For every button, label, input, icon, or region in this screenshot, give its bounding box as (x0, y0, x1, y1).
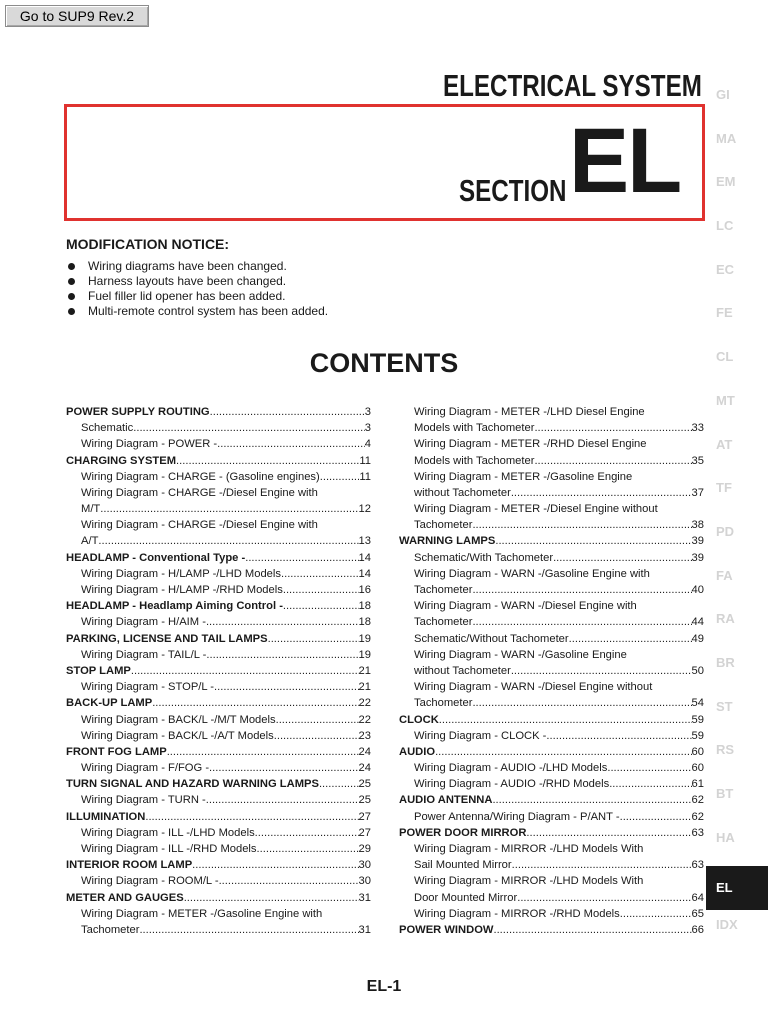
toc-entry-title: Wiring Diagram - CHARGE -/Diesel Engine with (81, 486, 318, 499)
toc-entry-title: Wiring Diagram - METER -/Diesel Engine without (414, 503, 658, 516)
toc-section-entry[interactable] (66, 631, 371, 647)
toc-entry-page: 38 (691, 519, 704, 532)
toc-entry[interactable] (399, 517, 704, 533)
toc-entry-title: FRONT FOG LAMP (66, 745, 167, 758)
toc-entry-title: Wiring Diagram - WARN -/Gasoline Engine (414, 648, 627, 661)
toc-leader-dots (492, 793, 691, 809)
toc-entry[interactable] (66, 679, 371, 695)
toc-entry-title: Wiring Diagram - H/LAMP -/RHD Models (81, 584, 283, 597)
toc-entry-title: Schematic (81, 422, 134, 435)
toc-entry[interactable] (66, 922, 371, 938)
toc-entry[interactable] (66, 469, 371, 485)
section-tab-cl[interactable]: CL (716, 349, 734, 365)
toc-entry-page: 54 (691, 697, 704, 710)
section-code: EL (569, 110, 681, 212)
toc-entry[interactable] (66, 582, 371, 598)
toc-entry-page: 39 (691, 551, 704, 564)
section-tab-ha[interactable]: HA (716, 829, 735, 845)
toc-leader-dots (245, 550, 358, 566)
toc-entry[interactable] (399, 873, 704, 889)
section-box (64, 104, 705, 221)
toc-entry-title: Wiring Diagram - CHARGE - (Gasoline engines) (81, 470, 320, 483)
toc-section-entry[interactable] (66, 890, 371, 906)
section-index-tabs (706, 80, 768, 954)
toc-entry[interactable] (66, 873, 371, 889)
section-label: SECTION (459, 173, 567, 208)
toc-section-entry[interactable] (399, 825, 704, 841)
toc-entry[interactable] (399, 566, 704, 582)
toc-leader-dots (512, 857, 692, 873)
toc-entry[interactable] (399, 582, 704, 598)
toc-entry-page: 31 (358, 891, 371, 904)
toc-leader-dots (206, 647, 358, 663)
toc-leader-dots (268, 631, 359, 647)
section-tab-rs[interactable]: RS (716, 742, 735, 758)
toc-leader-dots (517, 890, 691, 906)
toc-left-column (66, 404, 371, 938)
toc-entry-title: Models with Tachometer (414, 454, 535, 467)
section-tab-gi[interactable]: GI (716, 87, 730, 102)
toc-entry-title: Wiring Diagram - CLOCK - (414, 729, 547, 742)
toc-entry[interactable] (399, 695, 704, 711)
toc-leader-dots (472, 695, 691, 711)
toc-entry-page: 62 (691, 810, 704, 823)
toc-leader-dots (546, 728, 691, 744)
bullet-icon (68, 278, 75, 285)
toc-leader-dots (210, 404, 365, 420)
toc-entry[interactable] (399, 663, 704, 679)
toc-entry-title: Wiring Diagram - AUDIO -/RHD Models (414, 778, 610, 791)
toc-section-entry[interactable] (66, 809, 371, 825)
toc-entry-page: 14 (358, 551, 371, 564)
toc-entry-page: 25 (358, 794, 371, 807)
toc-entry-title: POWER DOOR MIRROR (399, 826, 527, 839)
toc-section-entry[interactable] (66, 598, 371, 614)
toc-leader-dots (206, 793, 359, 809)
toc-entry[interactable] (66, 501, 371, 517)
toc-section-entry[interactable] (399, 744, 704, 760)
toc-entry[interactable] (66, 436, 371, 452)
section-tab-el[interactable]: EL (706, 866, 768, 910)
section-tab-pd[interactable]: PD (716, 523, 735, 539)
notice-item-text: Fuel filler lid opener has been added. (88, 289, 286, 303)
toc-leader-dots (167, 744, 359, 760)
toc-section-entry[interactable] (399, 793, 704, 809)
toc-leader-dots (493, 922, 691, 938)
toc-entry[interactable] (66, 728, 371, 744)
toc-section-entry[interactable] (66, 695, 371, 711)
section-tab-br[interactable]: BR (716, 654, 735, 670)
toc-entry-title: Wiring Diagram - MIRROR -/LHD Models With (414, 843, 644, 856)
toc-entry-title: Wiring Diagram - MIRROR -/RHD Models (414, 907, 620, 920)
toc-leader-dots (495, 534, 691, 550)
toc-entry-title: Wiring Diagram - H/LAMP -/LHD Models (81, 567, 281, 580)
toc-entry[interactable] (399, 647, 704, 663)
toc-leader-dots (472, 582, 691, 598)
section-tab-fe[interactable]: FE (716, 305, 733, 321)
notice-item (66, 289, 328, 304)
section-tab-bt[interactable]: BT (716, 786, 734, 801)
toc-entry-page: 50 (691, 664, 704, 677)
toc-entry-page: 19 (358, 632, 371, 645)
section-tab-ma[interactable]: MA (716, 130, 737, 146)
toc-entry-title: Wiring Diagram - MIRROR -/LHD Models With (414, 875, 644, 888)
toc-entry-page: 66 (691, 923, 704, 936)
toc-entry[interactable] (399, 857, 704, 873)
toc-leader-dots (274, 728, 359, 744)
toc-entry[interactable] (399, 890, 704, 906)
notice-item-text: Harness layouts have been changed. (88, 274, 287, 288)
notice-item (66, 274, 328, 289)
toc-entry-title: Wiring Diagram - F/FOG - (81, 762, 210, 775)
toc-entry-title: Sail Mounted Mirror (414, 859, 512, 872)
toc-entry[interactable] (399, 485, 704, 501)
toc-entry-title: Wiring Diagram - TURN - (81, 794, 206, 807)
toc-entry[interactable] (399, 436, 704, 452)
toc-entry[interactable] (66, 906, 371, 922)
toc-entry-title: Wiring Diagram - METER -/LHD Diesel Engine (414, 405, 645, 418)
toc-entry[interactable] (399, 550, 704, 566)
section-tab-at[interactable]: AT (716, 436, 733, 452)
toc-entry-page: 25 (358, 778, 371, 791)
toc-leader-dots (100, 501, 358, 517)
toc-section-entry[interactable] (66, 663, 371, 679)
toc-leader-dots (255, 825, 359, 841)
toc-entry-page: 61 (691, 778, 704, 791)
toc-entry-title: Wiring Diagram - TAIL/L - (81, 648, 207, 661)
toc-entry-title: Wiring Diagram - METER -/Gasoline Engine with (81, 907, 323, 920)
toc-leader-dots (192, 857, 358, 873)
toc-section-entry[interactable] (66, 404, 371, 420)
toc-leader-dots (319, 776, 359, 792)
toc-leader-dots (281, 566, 359, 582)
toc-entry-page: 3 (364, 422, 371, 435)
toc-entry[interactable] (399, 906, 704, 922)
toc-entry-page: 11 (359, 470, 371, 483)
toc-entry[interactable] (399, 760, 704, 776)
toc-entry-page: 21 (358, 681, 371, 694)
toc-entry-page: 21 (358, 664, 371, 677)
toc-entry-page: 16 (358, 584, 371, 597)
toc-entry-title: Wiring Diagram - WARN -/Gasoline Engine with (414, 567, 650, 580)
toc-entry-page: 22 (358, 697, 371, 710)
toc-entry[interactable] (66, 760, 371, 776)
toc-section-entry[interactable] (399, 534, 704, 550)
bullet-icon (68, 308, 75, 315)
toc-leader-dots (553, 550, 691, 566)
toc-section-entry[interactable] (66, 550, 371, 566)
toc-entry-page: 30 (358, 859, 371, 872)
toc-leader-dots (472, 517, 691, 533)
toc-entry-page: 60 (691, 762, 704, 775)
toc-leader-dots (439, 712, 692, 728)
document-title: ELECTRICAL SYSTEM (443, 68, 702, 103)
toc-entry-title: Wiring Diagram - AUDIO -/LHD Models (414, 762, 608, 775)
toc-leader-dots (214, 679, 359, 695)
toc-entry-title: TURN SIGNAL AND HAZARD WARNING LAMPS (66, 778, 319, 791)
toc-entry-title: Tachometer (414, 697, 473, 710)
toc-entry-title: Wiring Diagram - ROOM/L - (81, 875, 219, 888)
toc-entry-title: M/T (81, 503, 101, 516)
toc-leader-dots (257, 841, 359, 857)
toc-entry-title: POWER WINDOW (399, 923, 494, 936)
toc-section-entry[interactable] (66, 453, 371, 469)
toc-entry-title: Power Antenna/Wiring Diagram - P/ANT - (414, 810, 620, 823)
section-tab-fa[interactable]: FA (716, 567, 733, 583)
section-tab-lc[interactable]: LC (716, 218, 734, 234)
toc-entry[interactable] (399, 776, 704, 792)
contents-title: CONTENTS (309, 348, 459, 378)
toc-entry[interactable] (399, 501, 704, 517)
toc-entry-page: 24 (358, 762, 371, 775)
notice-item (66, 304, 328, 319)
toc-entry-title: Tachometer (414, 519, 473, 532)
toc-leader-dots (283, 598, 359, 614)
toc-entry-title: AUDIO ANTENNA (399, 794, 493, 807)
toc-entry-page: 11 (359, 454, 371, 467)
toc-leader-dots (534, 420, 691, 436)
section-tab-ec[interactable]: EC (716, 261, 735, 277)
toc-entry-page: 33 (691, 422, 704, 435)
goto-sup9-button[interactable]: Go to SUP9 Rev.2 (5, 5, 149, 27)
toc-entry-page: 27 (358, 810, 371, 823)
toc-entry-title: Wiring Diagram - POWER - (81, 438, 218, 451)
toc-leader-dots (526, 825, 691, 841)
toc-leader-dots (145, 809, 358, 825)
toc-entry[interactable] (66, 647, 371, 663)
toc-entry-title: PARKING, LICENSE AND TAIL LAMPS (66, 632, 268, 645)
toc-entry-page: 29 (358, 843, 371, 856)
toc-entry-page: 22 (358, 713, 371, 726)
toc-leader-dots (283, 582, 359, 598)
toc-entry-title: Wiring Diagram - WARN -/Diesel Engine without (414, 681, 653, 694)
toc-entry[interactable] (399, 420, 704, 436)
toc-leader-dots (133, 420, 365, 436)
toc-entry-title: AUDIO (399, 745, 436, 758)
toc-entry-title: HEADLAMP - Headlamp Aiming Control - (66, 600, 283, 613)
toc-entry-page: 40 (691, 584, 704, 597)
toc-leader-dots (217, 436, 365, 452)
toc-entry[interactable] (399, 679, 704, 695)
section-tab-mt[interactable]: MT (716, 392, 735, 408)
section-tab-em[interactable]: EM (716, 174, 736, 190)
toc-leader-dots (620, 906, 692, 922)
toc-entry-title: METER AND GAUGES (66, 891, 184, 904)
toc-entry-title: POWER SUPPLY ROUTING (66, 405, 210, 418)
toc-entry-title: HEADLAMP - Conventional Type - (66, 551, 246, 564)
toc-entry-title: CHARGING SYSTEM (66, 454, 177, 467)
toc-leader-dots (472, 614, 691, 630)
toc-leader-dots (607, 760, 691, 776)
toc-entry[interactable] (399, 809, 704, 825)
toc-entry-page: 37 (691, 486, 704, 499)
toc-entry[interactable] (66, 485, 371, 501)
toc-entry-title: Wiring Diagram - METER -/Gasoline Engine (414, 470, 633, 483)
toc-entry-page: 59 (691, 713, 704, 726)
toc-entry-page: 35 (691, 454, 704, 467)
toc-entry[interactable] (66, 825, 371, 841)
toc-entry-title: Wiring Diagram - STOP/L - (81, 681, 215, 694)
toc-leader-dots (139, 922, 358, 938)
toc-entry-page: 30 (358, 875, 371, 888)
toc-entry-page: 14 (358, 567, 371, 580)
toc-leader-dots (209, 760, 359, 776)
toc-entry-title: Tachometer (414, 616, 473, 629)
toc-section-entry[interactable] (399, 922, 704, 938)
toc-entry-page: 19 (358, 648, 371, 661)
toc-leader-dots (620, 809, 692, 825)
toc-leader-dots (219, 873, 359, 889)
toc-leader-dots (206, 614, 359, 630)
toc-entry[interactable] (399, 469, 704, 485)
toc-entry[interactable] (399, 841, 704, 857)
toc-entry-title: Schematic/With Tachometer (414, 551, 554, 564)
toc-section-entry[interactable] (66, 857, 371, 873)
toc-leader-dots (534, 453, 691, 469)
modification-notice-list (66, 259, 328, 319)
toc-section-entry[interactable] (66, 744, 371, 760)
toc-entry-page: 62 (691, 794, 704, 807)
toc-entry-title: Tachometer (414, 584, 473, 597)
toc-entry-page: 24 (358, 745, 371, 758)
toc-entry-page: 31 (358, 923, 371, 936)
toc-leader-dots (511, 485, 692, 501)
toc-entry-title: Door Mounted Mirror (414, 891, 518, 904)
toc-entry-title: without Tachometer (414, 664, 511, 677)
toc-leader-dots (320, 469, 360, 485)
toc-entry-page: 4 (364, 438, 371, 451)
toc-entry[interactable] (399, 728, 704, 744)
toc-entry-page: 39 (691, 535, 704, 548)
toc-entry[interactable] (66, 614, 371, 630)
toc-leader-dots (435, 744, 691, 760)
toc-leader-dots (131, 663, 359, 679)
toc-entry-page: 13 (358, 535, 371, 548)
toc-leader-dots (98, 534, 358, 550)
toc-entry[interactable] (399, 614, 704, 630)
toc-entry[interactable] (399, 404, 704, 420)
toc-entry-page: 23 (358, 729, 371, 742)
toc-entry-title: A/T (81, 535, 99, 548)
toc-entry[interactable] (399, 453, 704, 469)
toc-entry-title: STOP LAMP (66, 664, 131, 677)
toc-entry-page: 44 (691, 616, 704, 629)
toc-entry-title: Tachometer (81, 923, 140, 936)
toc-entry-title: Wiring Diagram - H/AIM - (81, 616, 206, 629)
toc-entry-page: 18 (358, 600, 371, 613)
toc-entry-page: 49 (691, 632, 704, 645)
toc-entry-title: WARNING LAMPS (399, 535, 496, 548)
toc-section-entry[interactable] (66, 776, 371, 792)
toc-entry-title: ILLUMINATION (66, 810, 146, 823)
toc-entry[interactable] (66, 420, 371, 436)
toc-leader-dots (511, 663, 692, 679)
toc-leader-dots (176, 453, 359, 469)
toc-section-entry[interactable] (399, 712, 704, 728)
section-tab-tf[interactable]: TF (716, 480, 732, 496)
toc-entry-title: INTERIOR ROOM LAMP (66, 859, 193, 872)
toc-entry-title: Wiring Diagram - WARN -/Diesel Engine with (414, 600, 637, 613)
section-tab-idx[interactable]: IDX (716, 917, 738, 933)
page-number: EL-1 (366, 978, 402, 995)
modification-notice-heading: MODIFICATION NOTICE: (66, 236, 230, 252)
toc-entry[interactable] (66, 712, 371, 728)
notice-item-text: Multi-remote control system has been added. (88, 304, 329, 318)
toc-entry-title: BACK-UP LAMP (66, 697, 153, 710)
toc-entry-page: 63 (691, 859, 704, 872)
toc-leader-dots (609, 776, 691, 792)
toc-entry-page: 27 (358, 826, 371, 839)
toc-entry[interactable] (66, 841, 371, 857)
toc-entry-title: Wiring Diagram - BACK/L -/M/T Models (81, 713, 276, 726)
toc-right-column (399, 404, 704, 938)
toc-entry[interactable] (66, 566, 371, 582)
toc-leader-dots (276, 712, 359, 728)
toc-entry-title: Models with Tachometer (414, 422, 535, 435)
toc-entry-page: 65 (691, 907, 704, 920)
toc-entry[interactable] (66, 793, 371, 809)
toc-entry-title: Wiring Diagram - BACK/L -/A/T Models (81, 729, 274, 742)
toc-entry-page: 3 (364, 405, 371, 418)
toc-entry-title: Wiring Diagram - CHARGE -/Diesel Engine with (81, 519, 318, 532)
section-tab-st[interactable]: ST (716, 698, 733, 714)
toc-entry-page: 63 (691, 826, 704, 839)
notice-item-text: Wiring diagrams have been changed. (88, 259, 287, 273)
toc-entry-title: Wiring Diagram - METER -/RHD Diesel Engine (414, 438, 647, 451)
toc-entry[interactable] (399, 631, 704, 647)
section-tab-ra[interactable]: RA (716, 611, 735, 627)
toc-entry-title: Wiring Diagram - ILL -/LHD Models (81, 826, 255, 839)
toc-entry-title: Wiring Diagram - ILL -/RHD Models (81, 843, 257, 856)
toc-entry-title: Schematic/Without Tachometer (414, 632, 569, 645)
toc-leader-dots (569, 631, 692, 647)
toc-entry[interactable] (66, 517, 371, 533)
toc-entry-page: 59 (691, 729, 704, 742)
toc-leader-dots (184, 890, 359, 906)
toc-entry-page: 18 (358, 616, 371, 629)
notice-item (66, 259, 328, 274)
toc-entry-title: without Tachometer (414, 486, 511, 499)
toc-entry[interactable] (399, 598, 704, 614)
bullet-icon (68, 263, 75, 270)
toc-entry-title: CLOCK (399, 713, 439, 726)
toc-entry[interactable] (66, 534, 371, 550)
toc-entry-page: 12 (358, 503, 371, 516)
toc-entry-page: 64 (691, 891, 704, 904)
bullet-icon (68, 293, 75, 300)
toc-entry-page: 60 (691, 745, 704, 758)
toc-leader-dots (152, 695, 358, 711)
